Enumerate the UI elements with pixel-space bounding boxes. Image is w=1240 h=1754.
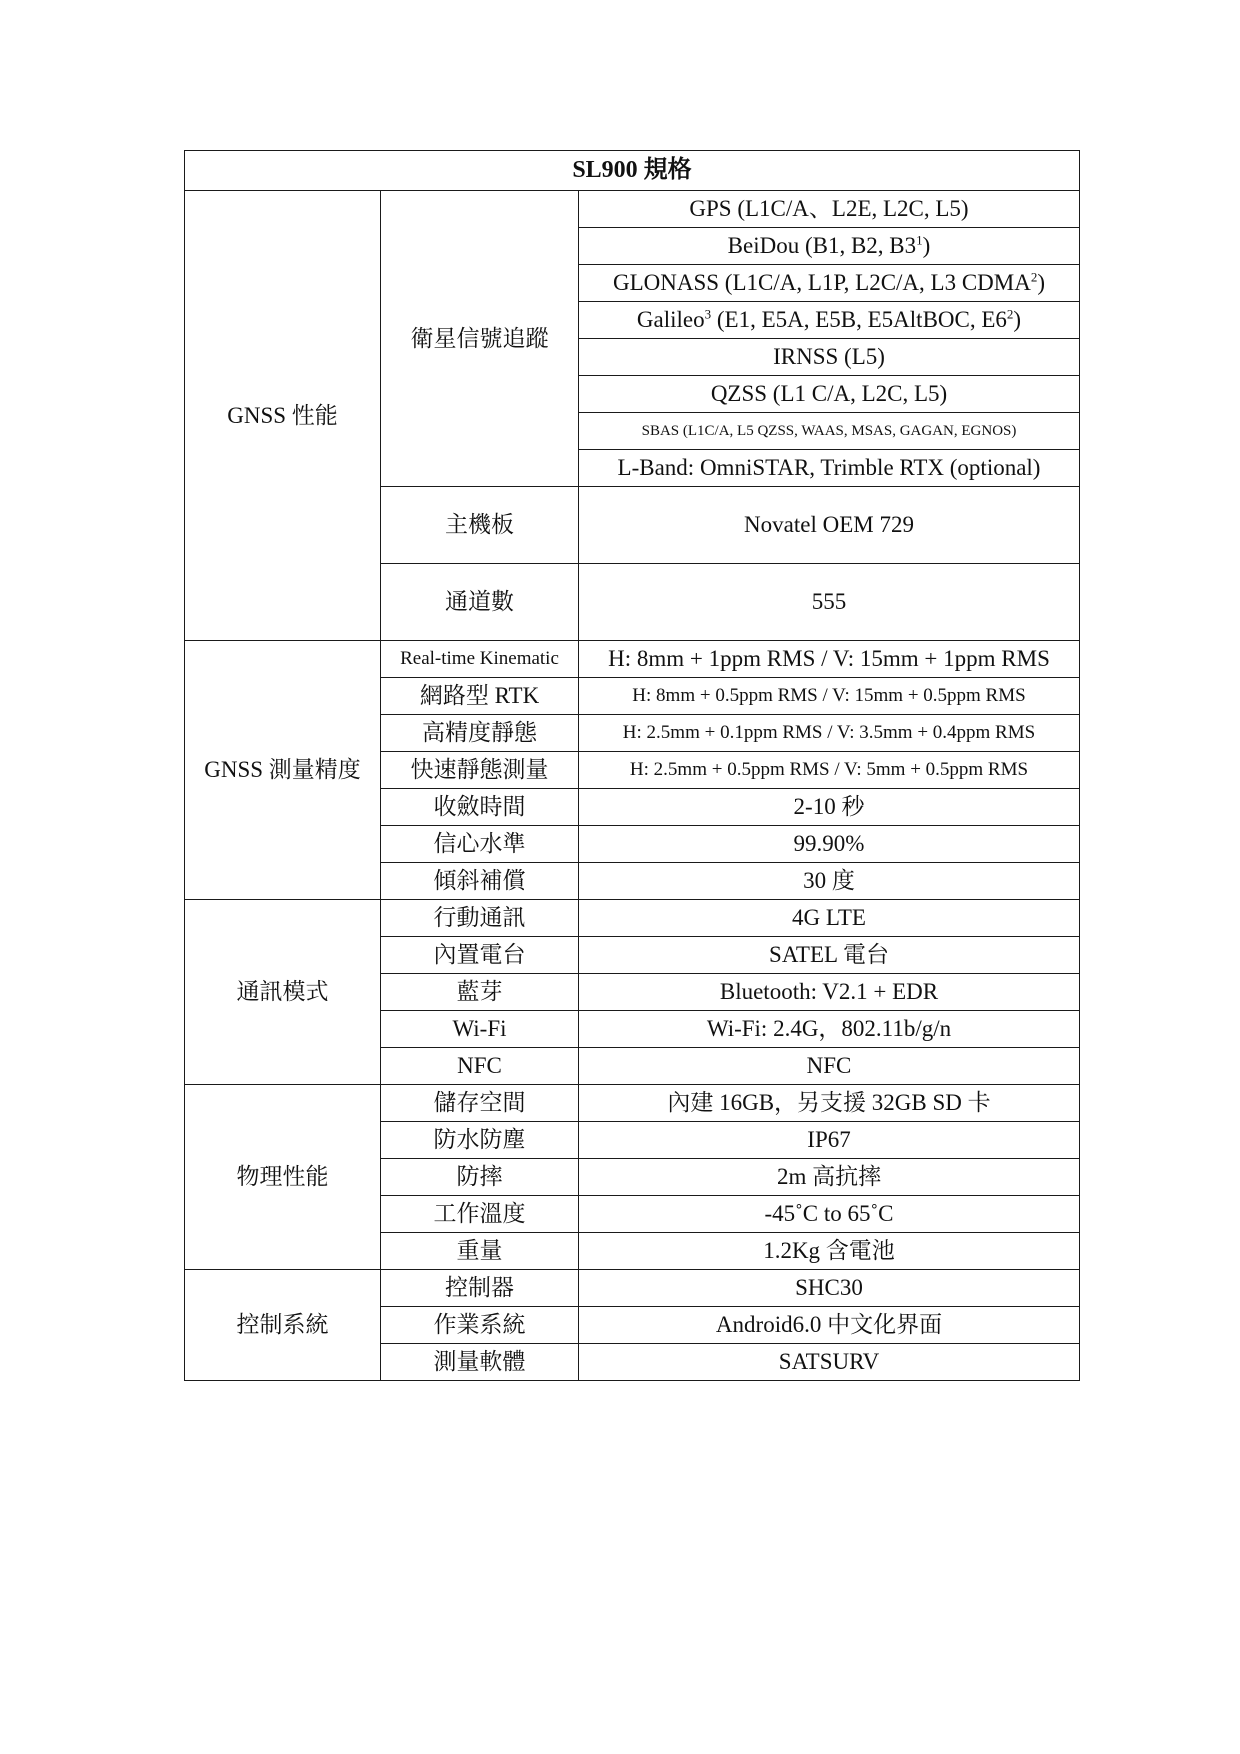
sub-waterproof: 防水防塵 [381,1122,579,1159]
bluetooth-value: Bluetooth: V2.1 + EDR [579,974,1080,1011]
sub-os: 作業系統 [381,1307,579,1344]
drop-resistance-value: 2m 高抗摔 [579,1159,1080,1196]
rtk-value: H: 8mm + 1ppm RMS / V: 15mm + 1ppm RMS [579,641,1080,678]
tracking-galileo: Galileo$^3$ (E1, E5A, E5B, E5AltBOC, $E6^2$) [579,302,1080,339]
fast-static-value: H: 2.5mm + 0.5ppm RMS / V: 5mm + 0.5ppm RMS [579,752,1080,789]
sub-mobile: 行動通訊 [381,900,579,937]
weight-value: 1.2Kg 含電池 [579,1233,1080,1270]
sub-controller: 控制器 [381,1270,579,1307]
category-communication: 通訊模式 [185,900,381,1085]
nfc-value: NFC [579,1048,1080,1085]
sub-network-rtk: 網路型 RTK [381,678,579,715]
sub-tilt-compensation: 傾斜補償 [381,863,579,900]
sub-wifi: Wi-Fi [381,1011,579,1048]
sub-storage: 儲存空間 [381,1085,579,1122]
category-physical: 物理性能 [185,1085,381,1270]
tilt-compensation-value: 30 度 [579,863,1080,900]
sub-internal-radio: 內置電台 [381,937,579,974]
table-title: SL900 規格 [185,151,1080,191]
tracking-gps: GPS (L1C/A、L2E, L2C, L5) [579,191,1080,228]
tracking-glonass: GLONASS (L1C/A, L1P, L2C/A, L3 CDMA$^2$) [579,265,1080,302]
confidence-level-value: 99.90% [579,826,1080,863]
tracking-irnss: IRNSS (L5) [579,339,1080,376]
storage-value: 內建 16GB，另支援 32GB SD 卡 [579,1085,1080,1122]
category-control: 控制系統 [185,1270,381,1381]
survey-software-value: SATSURV [579,1344,1080,1381]
spec-table [184,150,1080,1381]
os-value: Android6.0 中文化界面 [579,1307,1080,1344]
sub-mainboard: 主機板 [381,487,579,564]
convergence-time-value: 2-10 秒 [579,789,1080,826]
category-gnss-accuracy: GNSS 測量精度 [185,641,381,900]
sub-channels: 通道數 [381,564,579,641]
sub-operating-temp: 工作溫度 [381,1196,579,1233]
wifi-value: Wi-Fi: 2.4G，802.11b/g/n [579,1011,1080,1048]
channels-value: 555 [579,564,1080,641]
mainboard-value: Novatel OEM 729 [579,487,1080,564]
controller-value: SHC30 [579,1270,1080,1307]
operating-temp-value: -45˚C to 65˚C [579,1196,1080,1233]
waterproof-value: IP67 [579,1122,1080,1159]
sub-bluetooth: 藍芽 [381,974,579,1011]
sub-confidence-level: 信心水準 [381,826,579,863]
tracking-sbas: SBAS (L1C/A, L5 QZSS, WAAS, MSAS, GAGAN, EGNOS) [579,413,1080,450]
tracking-beidou: BeiDou (B1, B2, $B3^1$) [579,228,1080,265]
sub-fast-static: 快速靜態測量 [381,752,579,789]
sub-rtk-name: Real-time Kinematic [381,641,579,678]
sub-nfc: NFC [381,1048,579,1085]
tracking-lband: L-Band: OmniSTAR, Trimble RTX (optional) [579,450,1080,487]
category-gnss-performance: GNSS 性能 [185,191,381,641]
network-rtk-value: H: 8mm + 0.5ppm RMS / V: 15mm + 0.5ppm RMS [579,678,1080,715]
internal-radio-value: SATEL 電台 [579,937,1080,974]
high-precision-static-value: H: 2.5mm + 0.1ppm RMS / V: 3.5mm + 0.4ppm RMS [579,715,1080,752]
sub-weight: 重量 [381,1233,579,1270]
tracking-qzss: QZSS (L1 C/A, L2C, L5) [579,376,1080,413]
sub-high-precision-static: 高精度靜態 [381,715,579,752]
sub-satellite-tracking: 衛星信號追蹤 [381,191,579,487]
sub-convergence-time: 收斂時間 [381,789,579,826]
mobile-value: 4G LTE [579,900,1080,937]
sub-survey-software: 測量軟體 [381,1344,579,1381]
sub-drop-resistance: 防摔 [381,1159,579,1196]
